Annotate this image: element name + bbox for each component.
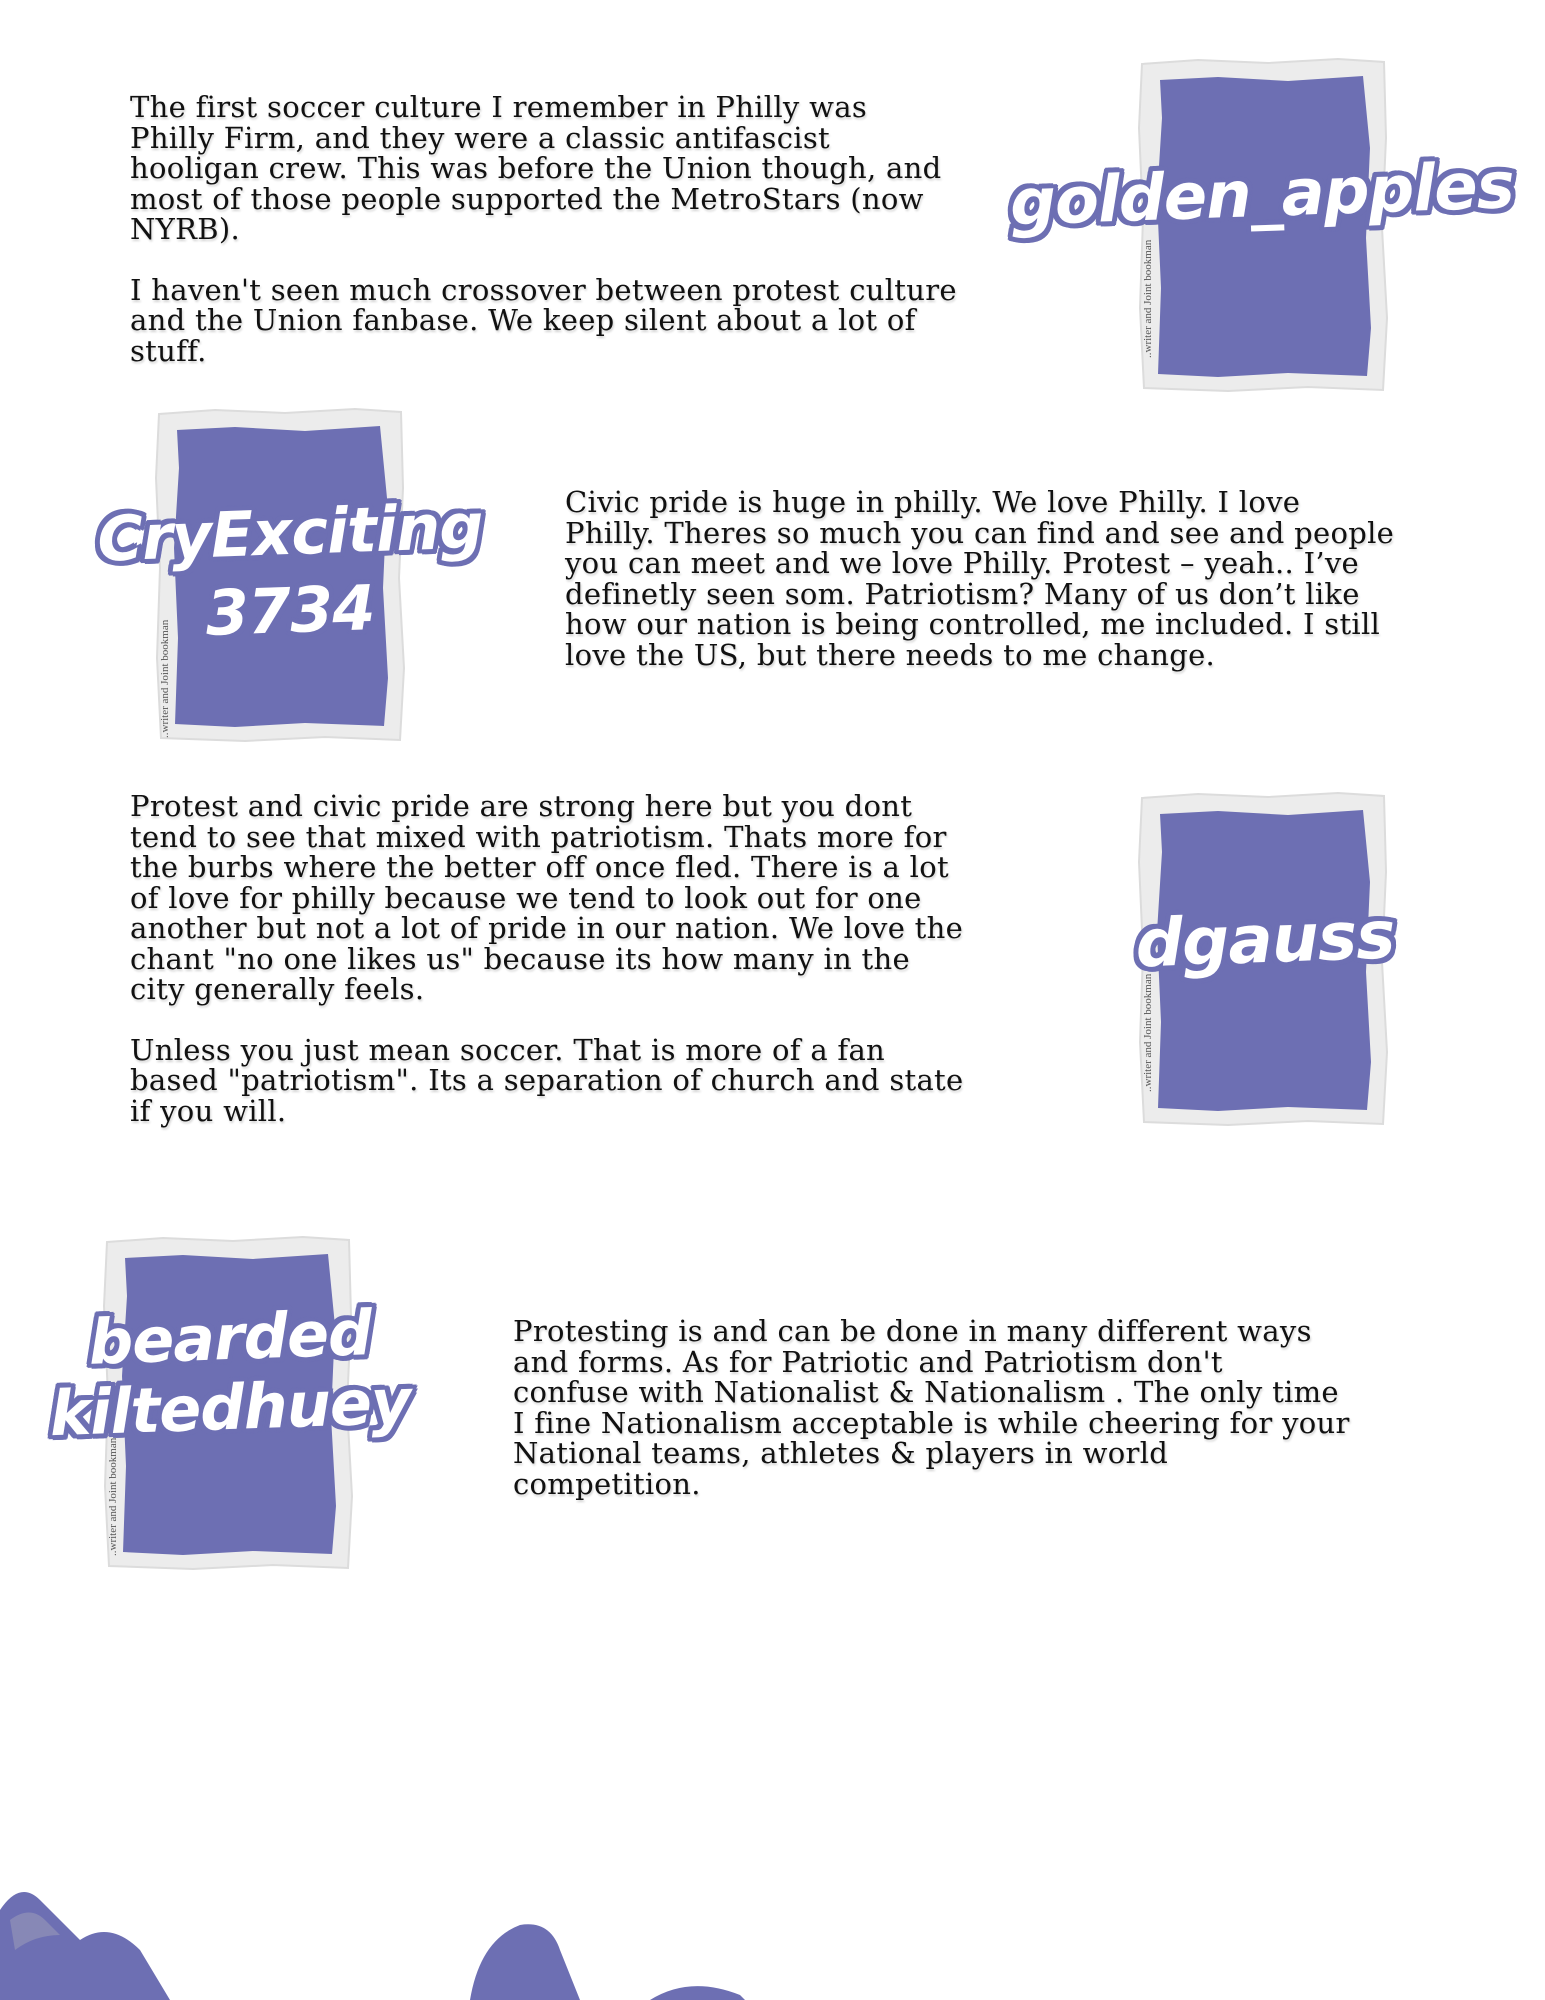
spine-text: ..writer and Joint bookman (159, 619, 171, 738)
username-dgauss: dgauss (1134, 896, 1396, 983)
spine-text: ..writer and Joint bookman (107, 1437, 119, 1556)
quote-paragraph: Protesting is and can be done in many different ways and forms. As for Patriotic and Patriotism don't confuse with Nationalist & Nationalism . The only time I fine Nationalism acceptable is while cheering for your National teams, athletes & players in world competition. (513, 1314, 1350, 1501)
quote-paragraph: Protest and civic pride are strong here but you dont tend to see that mixed with patriotism. Thats more for the burbs where the better off once fled. There is a lot of love for philly because we tend to look out for one another but not a lot of pride in our nation. We love the chant "no one likes us" because its how many in the city generally feels. (130, 789, 964, 1006)
quote-paragraph: I haven't seen much crossover between protest culture and the Union fanbase. We keep silent about a lot of stuff. (130, 272, 957, 368)
username-golden-apples: golden_apples (1008, 149, 1515, 241)
username-bearded-kiltedhuey-line1: bearded (87, 1296, 373, 1379)
quote-bearded-kiltedhuey (513, 1316, 1493, 1499)
quote-golden-apples (130, 92, 1030, 366)
username-bearded-kiltedhuey-line2: kiltedhuey (48, 1364, 412, 1451)
spine-text: ..writer and Joint bookman (1142, 239, 1154, 358)
username-cryexciting-line2: 3734 (204, 571, 376, 650)
quote-cryexciting (565, 487, 1515, 670)
quote-paragraph: Civic pride is huge in philly. We love Philly. I love Philly. Theres so much you can find and see and people you can meet and we love Philly. Protest – yeah.. I’ve definetly seen som. Patriotism? Many of us don’t like how our nation is being controlled, me included. I still love the US, but there needs to me change. (565, 485, 1395, 672)
decorative-mountains (0, 1880, 900, 2000)
quote-paragraph: The first soccer culture I remember in Philly was Philly Firm, and they were a classic antifascist hooligan crew. This was before the Union though, and most of those people supported the MetroStars (now NYRB). (130, 90, 942, 246)
spine-text: ..writer and Joint bookman (1142, 973, 1154, 1092)
quote-paragraph: Unless you just mean soccer. That is more of a fan based "patriotism". Its a separation of church and state if you will. (130, 1032, 964, 1128)
quote-dgauss (130, 791, 1030, 1126)
username-cryexciting-line1: CryExciting (96, 489, 484, 576)
